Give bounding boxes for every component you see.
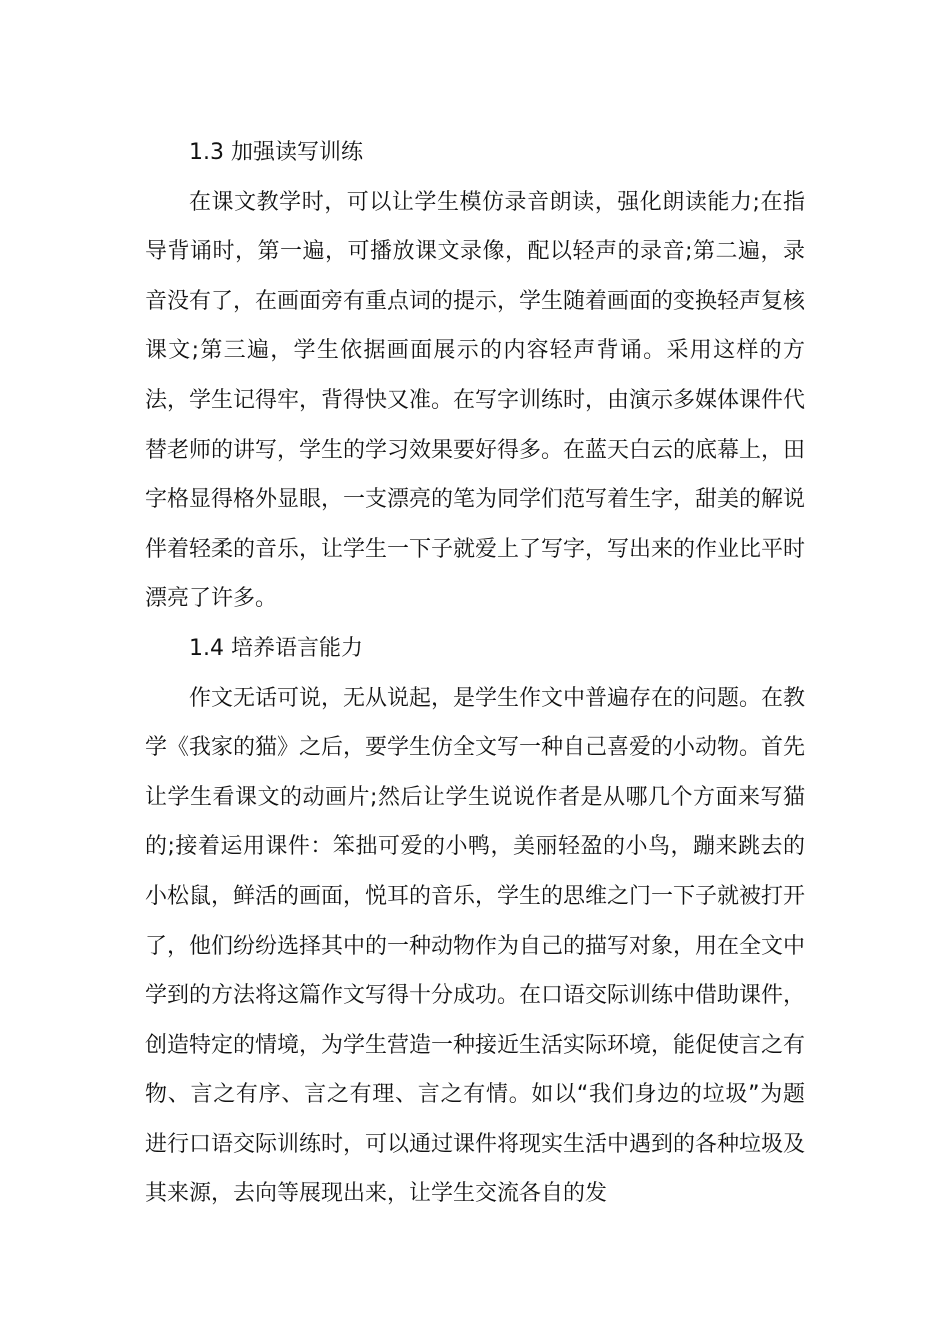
document-body — [145, 128, 805, 1219]
section-heading-1-4: 1.4 培养语言能力 — [189, 635, 363, 661]
section-paragraph-1-3: 在课文教学时，可以让学生模仿录音朗读，强化朗读能力;在指导背诵时，第一遍，可播放课文录像，配以轻声的录音;第二遍，录音没有了，在画面旁有重点词的提示，学生随着画面的变换轻声复核课文;第三遍，学生依据画面展示的内容轻声背诵。采用这样的方法，学生记得牢，背得快又准。在写字训练时，由演示多媒体课件代替老师的讲写，学生的学习效果要好得多。在蓝天白云的底幕上，田字格显得格外显眼，一支漂亮的笔为同学们范写着生字，甜美的解说伴着轻柔的音乐，让学生一下子就爱上了写字，写出来的作业比平时漂亮了许多。 — [145, 189, 806, 612]
section-paragraph-1-4: 作文无话可说，无从说起，是学生作文中普遍存在的问题。在教学《我家的猫》之后，要学生仿全文写一种自己喜爱的小动物。首先让学生看课文的动画片;然后让学生说说作者是从哪几个方面来写猫的;接着运用课件：笨拙可爱的小鸭，美丽轻盈的小鸟，蹦来跳去的小松鼠，鲜活的画面，悦耳的音乐，学生的思维之门一下子就被打开了，他们纷纷选择其中的一种动物作为自己的描写对象，用在全文中学到的方法将这篇作文写得十分成功。在口语交际训练中借助课件，创造特定的情境，为学生营造一种接近生活实际环境，能促使言之有物、言之有序、言之有理、言之有情。如以“我们身边的垃圾”为题进行口语交际训练时，可以通过课件将现实生活中遇到的各种垃圾及其来源，去向等展现出来，让学生交流各自的发 — [145, 685, 806, 1207]
section-heading-1-3: 1.3 加强读写训练 — [189, 140, 363, 165]
